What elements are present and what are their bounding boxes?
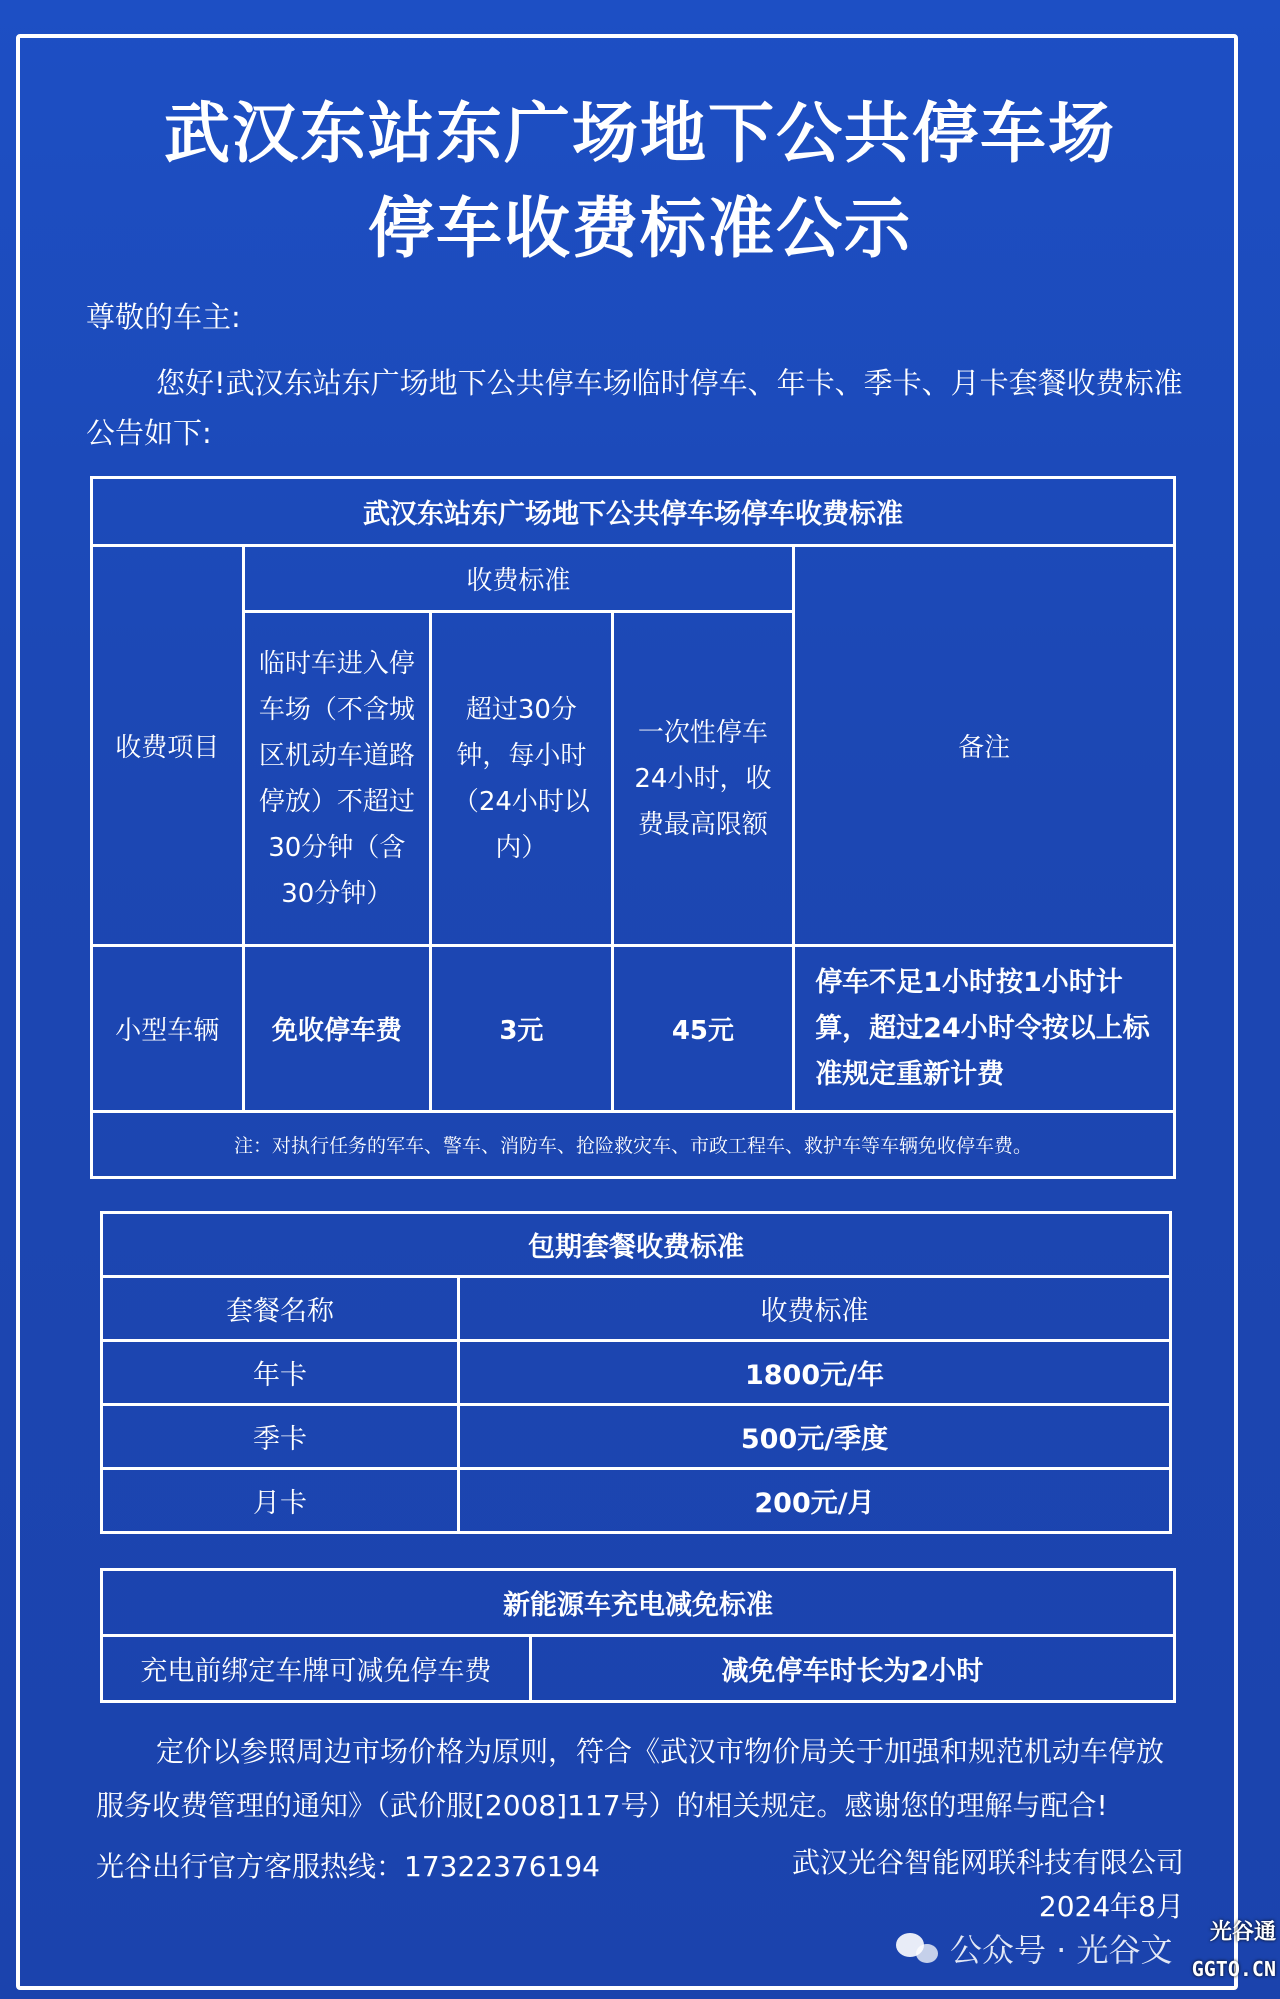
fee-daily-cap: 45元 bbox=[612, 946, 794, 1112]
site-logo bbox=[1180, 1915, 1276, 1987]
fee-under-30min: 免收停车费 bbox=[243, 946, 431, 1112]
header-package-name: 套餐名称 bbox=[102, 1277, 459, 1341]
package-price: 200元/月 bbox=[458, 1469, 1170, 1533]
package-name: 年卡 bbox=[102, 1341, 459, 1405]
fee-per-hour: 3元 bbox=[431, 946, 613, 1112]
issue-date: 2024年8月 bbox=[1038, 1890, 1184, 1923]
table-row bbox=[102, 1405, 1171, 1469]
table-row bbox=[102, 1341, 1171, 1405]
watermark bbox=[896, 1925, 1173, 1971]
package-name: 季卡 bbox=[102, 1405, 459, 1469]
ev-condition: 充电前绑定车牌可减免停车费 bbox=[102, 1636, 531, 1702]
intro-text: 您好!武汉东站东广场地下公共停车场临时停车、年卡、季卡、月卡套餐收费标准公告如下: bbox=[86, 366, 1183, 450]
company-name: 武汉光谷智能网联科技有限公司 bbox=[791, 1846, 1184, 1879]
logo-domain: GGTO.CN bbox=[1191, 1957, 1276, 1981]
exemption-note: 注：对执行任务的军车、警车、消防车、抢险救灾车、市政工程车、救护车等车辆免收停车费。 bbox=[92, 1112, 1175, 1178]
package-fee-table bbox=[100, 1211, 1172, 1534]
ev-benefit: 减免停车时长为2小时 bbox=[530, 1636, 1174, 1702]
remark-text: 停车不足1小时按1小时计算，超过24小时令按以上标准规定重新计费 bbox=[794, 946, 1175, 1112]
watermark-text: 公众号 · 光谷文 bbox=[950, 1931, 1173, 1969]
ev-charging-table bbox=[100, 1568, 1176, 1703]
header-per-hour: 超过30分钟，每小时（24小时以内） bbox=[431, 612, 613, 946]
package-price: 1800元/年 bbox=[458, 1341, 1170, 1405]
header-daily-cap: 一次性停车24小时，收费最高限额 bbox=[612, 612, 794, 946]
title-line-2: 停车收费标准公示 bbox=[368, 190, 912, 267]
parking-fee-table bbox=[90, 476, 1176, 1179]
header-under-30min: 临时车进入停车场（不含城区机动车道路停放）不超过30分钟（含30分钟） bbox=[243, 612, 431, 946]
logo-text: 光谷通 bbox=[1209, 1920, 1276, 1945]
table-row bbox=[102, 1469, 1171, 1533]
package-name: 月卡 bbox=[102, 1469, 459, 1533]
greeting: 尊敬的车主: bbox=[86, 300, 241, 334]
package-price: 500元/季度 bbox=[458, 1405, 1170, 1469]
wechat-icon bbox=[896, 1931, 940, 1965]
table-caption: 武汉东站东广场地下公共停车场停车收费标准 bbox=[92, 478, 1175, 546]
ev-caption: 新能源车充电减免标准 bbox=[102, 1570, 1175, 1636]
header-package-standard: 收费标准 bbox=[458, 1277, 1170, 1341]
package-caption: 包期套餐收费标准 bbox=[102, 1213, 1171, 1277]
vehicle-type: 小型车辆 bbox=[92, 946, 244, 1112]
header-remark: 备注 bbox=[794, 546, 1175, 946]
hotline-text: 光谷出行官方客服热线：17322376194 bbox=[96, 1850, 600, 1883]
header-fee-standard: 收费标准 bbox=[243, 546, 794, 612]
title-line-1: 武汉东站东广场地下公共停车场 bbox=[164, 95, 1116, 172]
header-fee-item: 收费项目 bbox=[92, 546, 244, 946]
closing-text: 定价以参照周边市场价格为原则，符合《武汉市物价局关于加强和规范机动车停放服务收费管理的通知》（武价服[2008]117号）的相关规定。感谢您的理解与配合! bbox=[96, 1735, 1165, 1822]
